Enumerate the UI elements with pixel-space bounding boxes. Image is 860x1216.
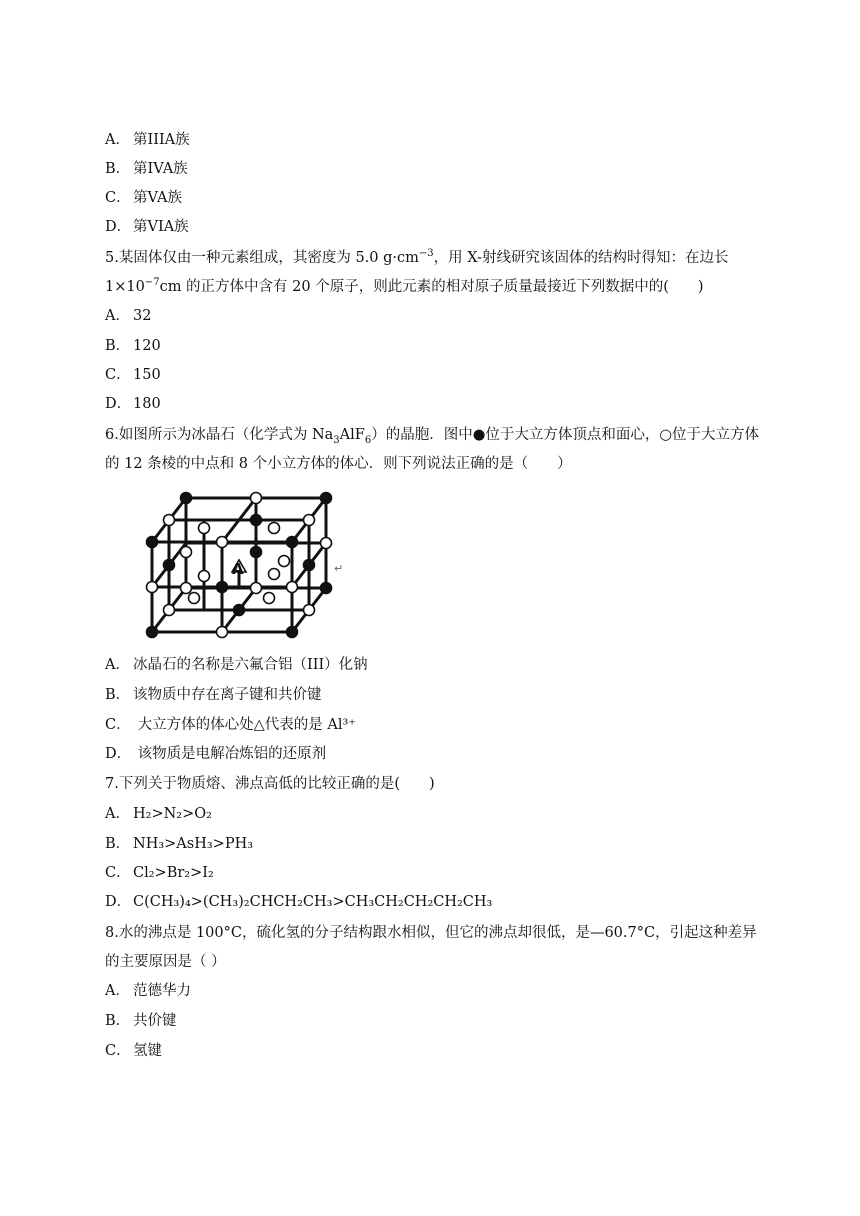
q7-stem: 7.下列关于物质熔、沸点高低的比较正确的是( ) (105, 776, 435, 792)
q6-option-c: C． 大立方体的体心处△代表的是 Al³⁺ (105, 717, 356, 733)
q8-option-a: A． 范德华力 (105, 983, 191, 999)
q6-option-d: D． 该物质是电解冶炼铝的还原剂 (105, 746, 327, 762)
q7-option-c: C． Cl₂>Br₂>I₂ (105, 865, 214, 881)
q4-option-c: C． 第VA族 (105, 190, 182, 206)
figure-label: A (232, 560, 244, 578)
q5-option-c: C． 150 (105, 367, 161, 383)
q7-option-b: B． NH₃>AsH₃>PH₃ (105, 836, 254, 852)
q4-option-b: B． 第IVA族 (105, 161, 188, 177)
q5-option-a: A． 32 (105, 308, 152, 324)
q8-option-b: B． 共价键 (105, 1013, 177, 1029)
cryolite-unit-cell-figure (134, 486, 348, 642)
q5-stem: 5.某固体仅由一种元素组成，其密度为 5.0 $g\cdot cm^{-3}$，用 X-射线研究该固体的结构时得知：在边长 $1\times 10^{-7}cm$ 的正方体中含有 20 个原子，则此元素的相对原子质量最接近下列数据中的( ) (105, 248, 729, 295)
q6-stem: 6.如图所示为冰晶石（化学式为 $Na_3AlF_6$）的晶胞．图中●位于大立方体顶点和面心，○位于大立方体的 12 条棱的中点和 8 个小立方体的体心．则下列说法正确的是（ ） (105, 427, 760, 472)
q4-option-a: A． 第IIIA族 (105, 132, 190, 148)
q4-option-d: D． 第VIA族 (105, 219, 189, 235)
q8-stem: 8.水的沸点是 100°C，硫化氢的分子结构跟水相似，但它的沸点却很低，是—60.7°C，引起这种差异的主要原因是（ ） (105, 925, 757, 970)
q6-option-b: B． 该物质中存在离子键和共价键 (105, 687, 322, 703)
q7-option-d: D． C(CH₃)₄>(CH₃)₂CHCH₂CH₃>CH₃CH₂CH₂CH₂CH₃ (105, 894, 493, 910)
q6-option-a: A． 冰晶石的名称是六氟合铝（III）化钠 (105, 657, 368, 673)
return-mark-icon: ↵ (334, 562, 344, 575)
q8-option-c: C． 氢键 (105, 1043, 162, 1059)
q5-option-b: B． 120 (105, 338, 161, 354)
q5-option-d: D． 180 (105, 396, 161, 412)
q7-option-a: A． H₂>N₂>O₂ (105, 806, 212, 822)
